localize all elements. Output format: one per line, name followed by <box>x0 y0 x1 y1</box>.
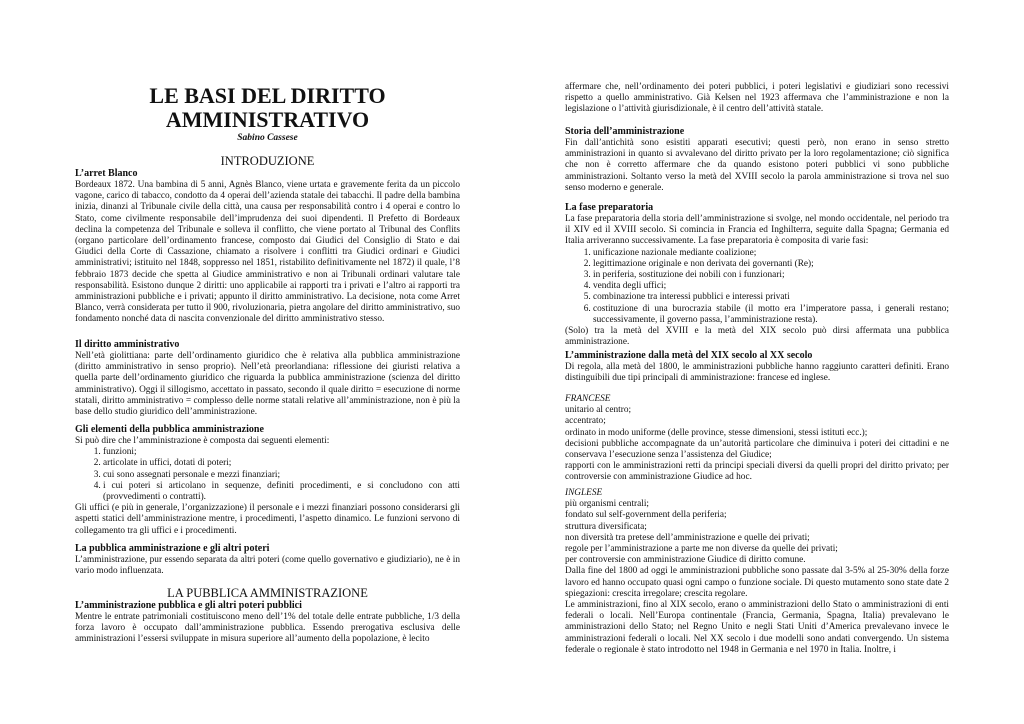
amm-poteri-heading: L’amministrazione pubblica e gli altri poteri pubblici <box>75 600 302 611</box>
elementi-heading: Gli elementi della pubblica amministrazione <box>75 424 264 435</box>
continuation-paragraph: affermare che, nell’ordinamento dei poteri pubblici, i poteri legislativi e giudiziari sono recessivi rispetto a quello amministrativo. Già Kelsen nel 1923 affermava che l’amministrazione e non la legislazione o l’attività giurisdizionale, è il centro dell’attività statale. <box>565 82 949 115</box>
elementi-list <box>75 447 460 503</box>
pa-poteri-heading: La pubblica amministrazione e gli altri poteri <box>75 543 270 554</box>
list-item: 3. in periferia, sostituzione dei nobili con i funzionari; <box>593 270 949 281</box>
arret-heading: L’arret Blanco <box>75 168 138 179</box>
elementi-outro: Gli uffici (e più in generale, l’organizzazione) il personale e i mezzi finanziari possono considerarsi gli aspetti statici dell’amministrazione mentre, i procedimenti, l’aspetto dinamico. Le funzioni servono di collegamento tra gli uffici e i procedimenti. <box>75 503 460 536</box>
meta-heading: L’amministrazione dalla metà del XIX secolo al XX secolo <box>565 350 813 361</box>
fase-section <box>565 202 949 348</box>
final-paragraph-1: Dalla fine del 1800 ad oggi le amministrazioni pubbliche sono passate dal 3-5% al 25-30% della forze lavoro ed hanno occupato quasi ogni campo o funzione sociale. Di questo mutamento sono state date 2 spiegazioni: crescita irregolare; crescita regolare. <box>565 566 949 599</box>
inglese-label: INGLESE <box>565 488 603 498</box>
fase-heading: La fase preparatoria <box>565 202 654 213</box>
arret-paragraph: Bordeaux 1872. Una bambina di 5 anni, Agnès Blanco, viene urtata e gravemente ferita da un piccolo vagone, carico di tabacco, condotto da 4 operai dell’azienda statale dei tabacchi. Il padre della bambina inizia, dinanzi al Tribunale civile della città, una causa per responsabilità contro i 4 operai e contro lo Stato, come civilmente responsabile dell’imprudenza dei suoi dipendenti. Il Prefetto di Bordeaux declina la competenza del Tribunale e solleva il conflitto, che viene portato al Tribunal des Conflits (organo particolare dell’ordinamento francese, composto dai Giudici del Consiglio di Stato e dai Giudici della Corte di Cassazione, chiamato a risolvere i conflitti tra Giudici ordinari e Giudici amministrativi; istituito nel 1848, soppresso nel 1851, ristabilito definitivamente nel 1872) il quale, l’8 febbraio 1873 decide che spetta al Giudice amministrativo e non ai Tribunali ordinari valutare tale responsabilità. Esistono dunque 2 diritti: uno applicabile ai rapporti tra i privati e l’altro ai rapporti tra amministrazioni pubbliche e i privati; appunto il diritto amministrativo. La decisione, nota come Arret Blanco, verrà considerata per tutto il 900, rivoluzionaria, pietra angolare del diritto amministrativo, suo fondamento nonché data di nascita convenzionale del diritto amministrativo stesso. <box>75 180 460 325</box>
pa-poteri-section <box>75 543 460 577</box>
list-item: struttura diversificata; <box>565 521 647 532</box>
list-item: non diversità tra pretese dell’amministrazione e quelle dei privati; <box>565 532 810 543</box>
diritto-paragraph: Nell’età giolittiana: parte dell’ordinamento giuridico che è relativa alla pubblica amministrazione (diritto amministrativo in senso proprio). Nell’età preorlandiana: riflessione dei giuristi relativa a quella parte dell’ordinamento giuridico che riguarda la pubblica amministrazione (scienza del diritto amministrativo). Oggi il sillogismo, accettato in passato, secondo il quale diritto = esecuzione di norme statali, diritto amministrativo = complesso delle norme statali relative all’amministrazione, non è più la base dello studio giuridico dell’amministrazione. <box>75 351 460 418</box>
pubblica-section <box>75 586 460 646</box>
list-item: 1. funzioni; <box>103 447 460 458</box>
francese-section <box>565 394 949 484</box>
fase-intro: La fase preparatoria della storia dell’amministrazione si svolge, nel mondo occidentale, nel periodo tra il XIV ed il XVIII secolo. Si comincia in Francia ed Inghilterra, seguite dalla Spagna; Germania ed Italia arriveranno successivamente. La fase preparatoria è composita di varie fasi: <box>565 214 949 247</box>
pubblica-heading: LA PUBBLICA AMMINISTRAZIONE <box>167 586 368 600</box>
list-item: 4. i cui poteri si articolano in sequenze, definiti procedimenti, e si concludono con atti (provvedimenti o contratti). <box>103 481 460 503</box>
title-line-1: LE BASI DEL DIRITTO <box>149 83 386 108</box>
list-item: accentrato; <box>565 416 606 427</box>
list-item: regole per l’amministrazione a parte me non diverse da quelle dei privati; <box>565 544 838 555</box>
list-item: 6. costituzione di una burocrazia stabile (il motto era l’imperatore passa, i generali restano; successivamente, il governo passa, l’amministrazione resta). <box>593 304 949 326</box>
list-item: 5. combinazione tra interessi pubblici e interessi privati <box>593 292 949 303</box>
elementi-section <box>75 424 460 537</box>
pa-poteri-paragraph: L’amministrazione, pur essendo separata da altri poteri (come quello governativo e giudiziario), ne è in vario modo influenzata. <box>75 555 460 577</box>
storia-heading: Storia dell’amministrazione <box>565 126 685 137</box>
diritto-heading: Il diritto amministrativo <box>75 339 180 350</box>
diritto-section <box>75 339 460 418</box>
list-item: per controversie con amministrazione Giudice di diritto comune. <box>565 555 806 566</box>
document-title <box>75 84 460 132</box>
list-item: 2. legittimazione originale e non derivata dei governanti (Re); <box>593 259 949 270</box>
list-item: fondato sul self-government della periferia; <box>565 510 727 521</box>
storia-section <box>565 126 949 194</box>
list-item: rapporti con le amministrazioni retti da principi speciali diversi da quelli propri del diritto privato; per controversie con amministrazione Giudice ad hoc. <box>565 461 949 483</box>
title-line-2: AMMINISTRATIVO <box>165 107 370 132</box>
meta-section <box>565 350 949 384</box>
introduzione-section <box>75 154 460 326</box>
francese-label: FRANCESE <box>565 394 611 404</box>
list-item: 4. vendita degli uffici; <box>593 281 949 292</box>
list-item: unitario al centro; <box>565 405 632 416</box>
list-item: 2. articolate in uffici, dotati di poteri; <box>103 458 460 469</box>
list-item: più organismi centrali; <box>565 499 649 510</box>
list-item: 1. unificazione nazionale mediante coalizione; <box>593 248 949 259</box>
introduzione-heading: INTRODUZIONE <box>220 154 315 168</box>
fase-list <box>565 248 949 326</box>
continuation-section <box>565 82 949 116</box>
list-item: 3. cui sono assegnati personale e mezzi finanziari; <box>103 470 460 481</box>
elementi-intro: Si può dire che l’amministrazione è composta dai seguenti elementi: <box>75 436 330 446</box>
final-paragraph-2: Le amministrazioni, fino al XIX secolo, erano o amministrazioni dello Stato o amministrazioni di enti federali o locali. Nell’Europa continentale (Francia, Germania, Spagna, Italia) prevalevano le amministrazioni dello Stato; nel Regno Unito e negli Stati Uniti d’America prevalevano invece le amministrazioni federali o locali. Nel XX secolo i due modelli sono andati convergendo. Un sistema federale o regionale è stato introdotto nel 1948 in Germania e nel 1970 in Italia. Inoltre, i <box>565 600 949 655</box>
list-item: ordinato in modo uniforme (delle province, stesse dimensioni, stessi istituti ecc.); <box>565 427 868 438</box>
meta-paragraph: Di regola, alla metà del 1800, le amministrazioni pubbliche hanno raggiunto caratteri definiti. Erano distinguibili due tipi principali di amministrazione: francese ed inglese. <box>565 362 949 384</box>
author-name: Sabino Cassese <box>237 133 298 143</box>
inglese-section <box>565 488 949 656</box>
amm-poteri-paragraph: Mentre le entrate patrimoniali costituiscono meno dell’1% del totale delle entrate pubbliche, 1/3 della forza lavoro è occupato dall’amministrazione pubblica. Essendo prerogativa esclusiva delle amministrazioni l’essersi sviluppate in misura superiore all’aumento della popolazione, è lecito <box>75 612 460 645</box>
storia-paragraph: Fin dall’antichità sono esistiti apparati esecutivi; questi però, non erano in senso stretto amministrazioni in quanto si avvalevano del diritto privato per la loro regolamentazione; ciò significa che non è corretto affermare che da quando esistono poteri pubblici vi sono pubbliche amministrazioni. Soltanto verso la metà del XVIII secolo la parola amministrazione si trova nel suo senso moderno e generale. <box>565 138 949 193</box>
list-item: decisioni pubbliche accompagnate da un’autorità particolare che diminuiva i poteri dei cittadini e ne conservava l’esecuzione senza l’assistenza del Giudice; <box>565 438 949 461</box>
fase-outro: (Solo) tra la metà del XVIII e la metà del XIX secolo può dirsi affermata una pubblica amministrazione. <box>565 326 949 348</box>
